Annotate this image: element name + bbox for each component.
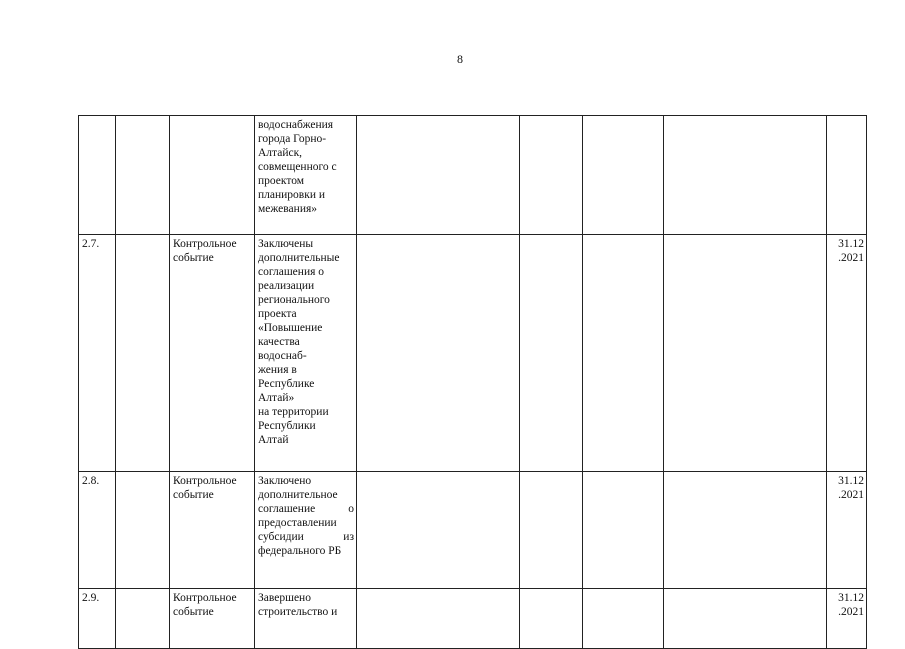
row-number: 2.9. bbox=[82, 592, 100, 604]
table-row bbox=[79, 235, 867, 472]
type-cell bbox=[170, 235, 255, 472]
empty-cell bbox=[664, 116, 827, 235]
event-description: Заключены дополнительные соглашения о реализации регионального проекта «Повышение качества водоснаб- жения в Республике Алтай» на территории Республики Алтай bbox=[258, 238, 340, 446]
empty-cell bbox=[583, 235, 664, 472]
empty-cell bbox=[664, 235, 827, 472]
table-row bbox=[79, 116, 867, 235]
empty-cell bbox=[520, 235, 583, 472]
event-description: Завершено строительство и bbox=[258, 592, 338, 618]
event-date: 31.12 .2021 bbox=[838, 592, 864, 618]
date-cell bbox=[827, 235, 867, 472]
responsible-cell bbox=[116, 235, 170, 472]
date-cell bbox=[827, 116, 867, 235]
plan-table bbox=[78, 115, 867, 649]
event-type: Контрольное событие bbox=[173, 475, 237, 501]
table-row bbox=[79, 472, 867, 589]
responsible-cell bbox=[116, 472, 170, 589]
empty-cell bbox=[357, 472, 520, 589]
empty-cell bbox=[583, 116, 664, 235]
empty-cell bbox=[520, 472, 583, 589]
row-number-cell bbox=[79, 472, 116, 589]
event-description: Заключено дополнительное соглашение о предоставлении субсидии из федерального РБ bbox=[258, 475, 354, 557]
event-date: 31.12 .2021 bbox=[838, 238, 864, 264]
date-cell bbox=[827, 472, 867, 589]
empty-cell bbox=[357, 116, 520, 235]
page-number: 8 bbox=[457, 52, 463, 66]
type-cell bbox=[170, 116, 255, 235]
event-date: 31.12 .2021 bbox=[838, 475, 864, 501]
description-cell bbox=[255, 235, 357, 472]
empty-cell bbox=[583, 472, 664, 589]
empty-cell bbox=[520, 116, 583, 235]
row-number-cell bbox=[79, 116, 116, 235]
type-cell bbox=[170, 472, 255, 589]
event-description: водоснабжения города Горно- Алтайск, совмещенного с проектом планировки и межевания» bbox=[258, 119, 337, 215]
event-type: Контрольное событие bbox=[173, 238, 237, 264]
row-number: 2.8. bbox=[82, 475, 100, 487]
description-cell bbox=[255, 116, 357, 235]
responsible-cell bbox=[116, 116, 170, 235]
row-number-cell bbox=[79, 235, 116, 472]
description-cell bbox=[255, 472, 357, 589]
empty-cell bbox=[357, 235, 520, 472]
row-number: 2.7. bbox=[82, 238, 100, 250]
event-type: Контрольное событие bbox=[173, 592, 237, 618]
empty-cell bbox=[664, 472, 827, 589]
